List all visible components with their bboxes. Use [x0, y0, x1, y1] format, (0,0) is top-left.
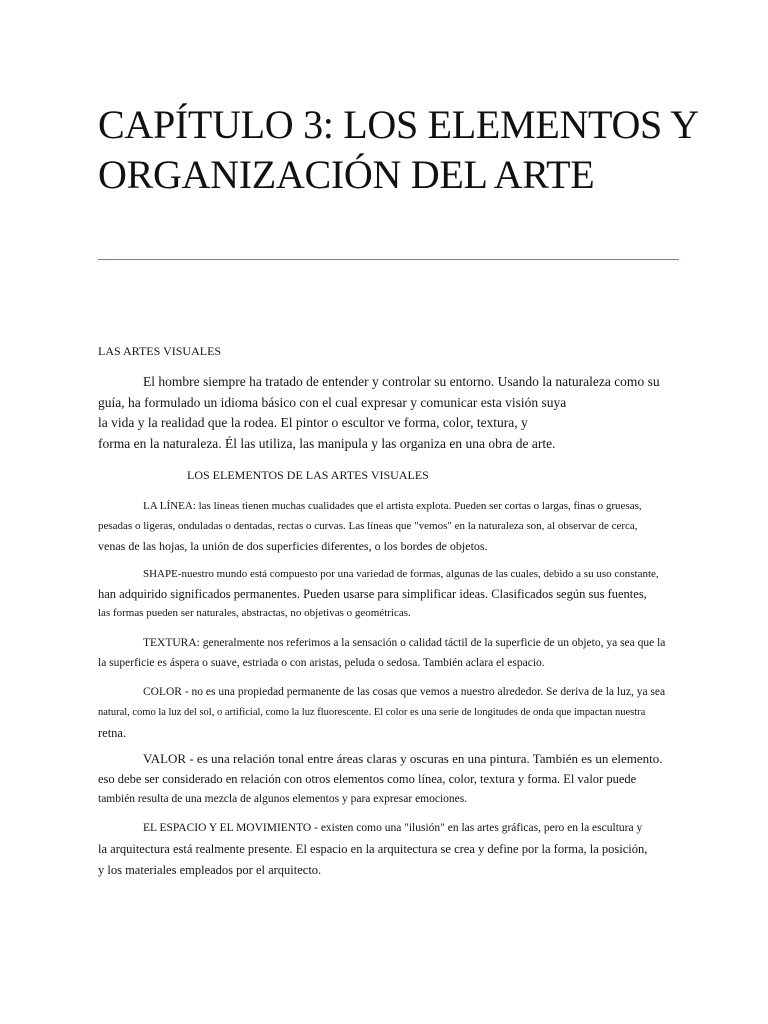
paragraph-line: retna. [98, 726, 127, 740]
linea-paragraph [98, 496, 698, 556]
paragraph-line: la arquitectura está realmente presente. El espacio en la arquitectura se crea y define por la forma, la posición, [98, 842, 648, 856]
paragraph-line: venas de las hojas, la unión de dos superficies diferentes, o los bordes de objetos. [98, 539, 488, 553]
intro-paragraph [98, 372, 698, 454]
textura-paragraph [98, 633, 698, 673]
paragraph-line: y los materiales empleados por el arquitecto. [98, 863, 322, 877]
paragraph-line: EL ESPACIO Y EL MOVIMIENTO - existen como una "ilusión" en las artes gráficas, pero en la escultura y [143, 822, 643, 834]
color-paragraph [98, 682, 698, 744]
paragraph-line: El hombre siempre ha tratado de entender y controlar su entorno. Usando la naturaleza como su [143, 374, 660, 389]
paragraph-line: pesadas o ligeras, onduladas o dentadas, rectas o curvas. Las líneas que "vemos" en la naturaleza son, al observar de cerca, [98, 520, 638, 532]
title-divider [98, 259, 679, 260]
chapter-title [98, 100, 718, 200]
paragraph-line: TEXTURA: generalmente nos referimos a la sensación o calidad táctil de la superficie de un objeto, ya sea que la [143, 637, 666, 649]
chapter-title-line: ORGANIZACIÓN DEL ARTE [98, 152, 595, 197]
valor-paragraph [98, 749, 698, 809]
paragraph-line: guía, ha formulado un idioma básico con el cual expresar y comunicar esta visión suya [98, 394, 567, 410]
paragraph-line: la vida y la realidad que la rodea. El pintor o escultor ve forma, color, textura, y [98, 415, 528, 430]
paragraph-line: COLOR - no es una propiedad permanente de las cosas que vemos a nuestro alrededor. Se deriva de la luz, ya sea [143, 686, 666, 698]
paragraph-line: LA LÍNEA: las líneas tienen muchas cualidades que el artista explota. Pueden ser cortas o largas, finas o gruesas, [143, 500, 642, 512]
paragraph-line: SHAPE-nuestro mundo está compuesto por una variedad de formas, algunas de las cuales, debido a su uso constante, [143, 568, 659, 580]
elements-subheading: LOS ELEMENTOS DE LAS ARTES VISUALES [187, 468, 429, 482]
paragraph-line: natural, como la luz del sol, o artificial, como la luz fluorescente. El color es una serie de longitudes de onda que impactan nuestra [98, 706, 646, 718]
shape-paragraph [98, 565, 698, 624]
paragraph-line: también resulta de una mezcla de algunos elementos y para expresar emociones. [98, 793, 468, 805]
section-heading: LAS ARTES VISUALES [98, 344, 222, 358]
paragraph-line: la superficie es áspera o suave, estriada o con aristas, peluda o sedosa. También aclara el espacio. [98, 657, 545, 669]
paragraph-line: forma en la naturaleza. Él las utiliza, las manipula y las organiza en una obra de arte. [98, 435, 556, 451]
paragraph-line: eso debe ser considerado en relación con otros elementos como línea, color, textura y forma. El valor puede [98, 772, 637, 786]
chapter-title-line: CAPÍTULO 3: LOS ELEMENTOS Y [98, 102, 699, 147]
paragraph-line: han adquirido significados permanentes. Pueden usarse para simplificar ideas. Clasificados según sus fuentes, [98, 586, 647, 601]
paragraph-line: VALOR - es una relación tonal entre áreas claras y oscuras en una pintura. También es un elemento. [143, 751, 663, 766]
espacio-paragraph [98, 818, 698, 881]
paragraph-line: las formas pueden ser naturales, abstractas, no objetivas o geométricas. [98, 607, 411, 619]
